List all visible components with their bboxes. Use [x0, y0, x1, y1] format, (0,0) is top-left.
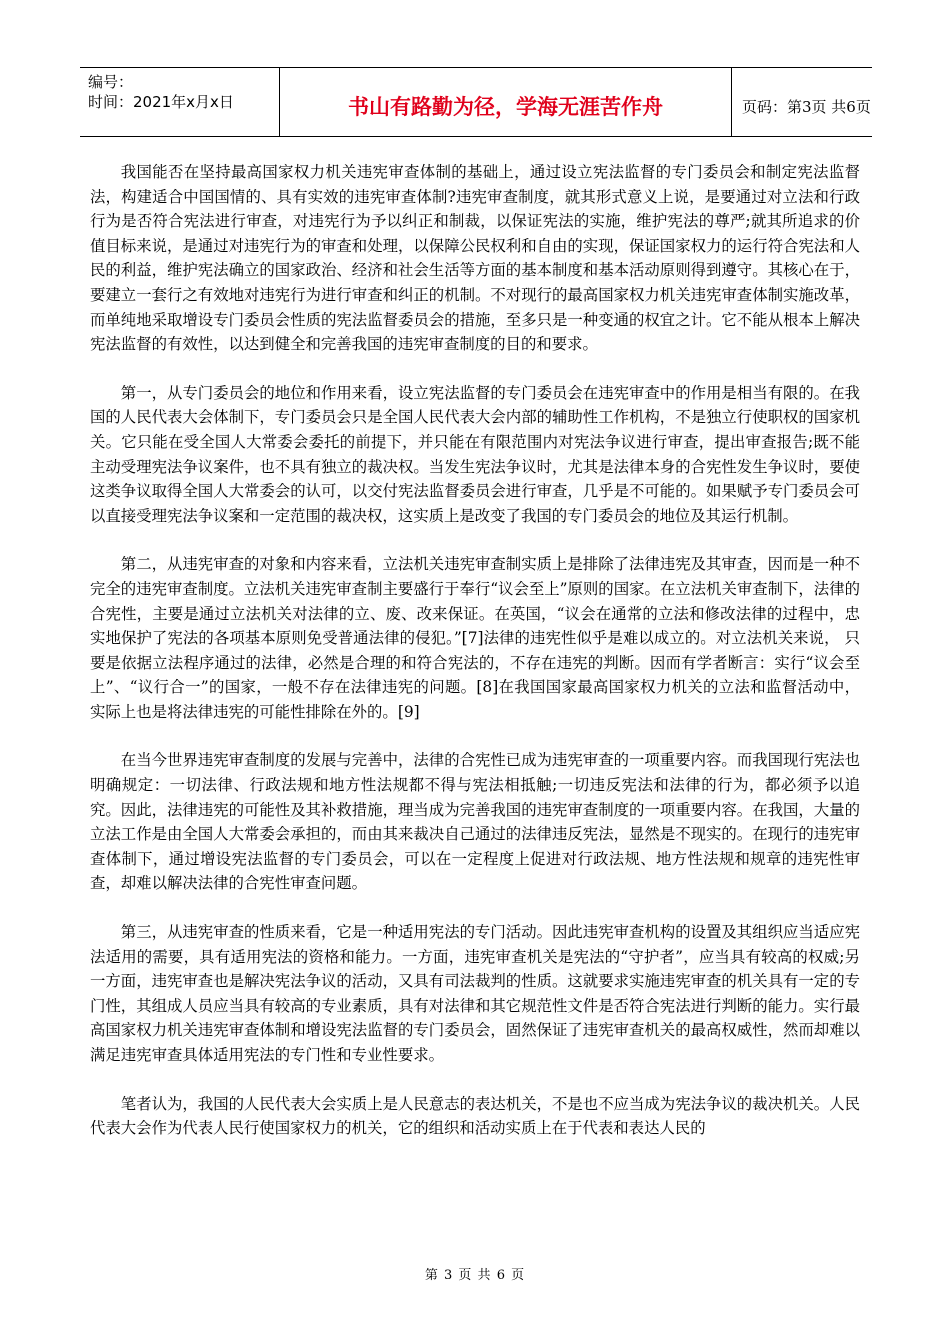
- header-motto-cell: [280, 68, 732, 136]
- page-header: [80, 67, 872, 137]
- page-footer: 第 3 页 共 6 页: [424, 1268, 526, 1283]
- body-paragraph: 第二，从违宪审查的对象和内容来看，立法机关违宪审查制实质上是排除了法律违宪及其审查，因而是一种不完全的违宪审查制度。立法机关违宪审查制主要盛行于奉行“议会至上”原则的国家。在立法机关审查制下，法律的合宪性，主要是通过立法机关对法律的立、废、改来保证。在英国，“议会在通常的立法和修改法律的过程中，忠实地保护了宪法的各项基本原则免受普通法律的侵犯。”[7]法律的违宪性似乎是难以成立的。对立法机关来说， 只要是依据立法程序通过的法律，必然是合理的和符合宪法的，不存在违宪的判断。因而有学者断言：实行“议会至上”、“议行合一”的国家，一般不存在法律违宪的问题。[8]在我国国家最高国家权力机关的立法和监督活动中， 实际上也是将法律违宪的可能性排除在外的。[9]: [90, 555, 860, 721]
- body-paragraph: 第三，从违宪审查的性质来看，它是一种适用宪法的专门活动。因此违宪审查机构的设置及其组织应当适应宪法适用的需要，具有适用宪法的资格和能力。一方面，违宪审查机关是宪法的“守护者”，应当具有较高的权威;另一方面，违宪审查也是解决宪法争议的活动，又具有司法裁判的性质。这就要求实施违宪审查的机关具有一定的专门性，其组成人员应当具有较高的专业素质，具有对法律和其它规范性文件是否符合宪法进行判断的能力。实行最高国家权力机关违宪审查体制和增设宪法监督的专门委员会，固然保证了违宪审查机关的最高权威性，然而却难以满足违宪审查具体适用宪法的专门性和专业性要求。: [90, 923, 860, 1064]
- body-paragraph: 第一，从专门委员会的地位和作用来看，设立宪法监督的专门委员会在违宪审查中的作用是相当有限的。在我国的人民代表大会体制下，专门委员会只是全国人民代表大会内部的辅助性工作机构，不是独立行使职权的国家机关。它只能在受全国人大常委会委托的前提下，并只能在有限范围内对宪法争议进行审查，提出审查报告;既不能主动受理宪法争议案件，也不具有独立的裁决权。当发生宪法争议时，尤其是法律本身的合宪性发生争议时，要使这类争议取得全国人大常委会的认可，以交付宪法监督委员会进行审查，几乎是不可能的。如果赋予专门委员会可以直接受理宪法争议案和一定范围的裁决权，这实质上是改变了我国的专门委员会的地位及其运行机制。: [90, 383, 860, 525]
- header-motto: 书山有路勤为径，学海无涯苦作舟: [348, 95, 663, 119]
- document-time-label: 时间：2021年x月x日: [88, 93, 234, 111]
- header-meta: [80, 68, 280, 136]
- document-body: [90, 160, 860, 1165]
- header-page-number: 页码：第3页 共6页: [742, 97, 871, 116]
- body-paragraph: 我国能否在坚持最高国家权力机关违宪审查体制的基础上，通过设立宪法监督的专门委员会和制定宪法监督法，构建适合中国国情的、具有实效的违宪审查体制?违宪审查制度，就其形式意义上说，是要通过对立法和行政行为是否符合宪法进行审查，对违宪行为予以纠正和制裁，以保证宪法的实施，维护宪法的尊严;就其所追求的价值目标来说，是通过对违宪行为的审查和处理，以保障公民权利和自由的实现，保证国家权力的运行符合宪法和人民的利益，维护宪法确立的国家政治、经济和社会生活等方面的基本制度和基本活动原则得到遵守。其核心在于，要建立一套行之有效地对违宪行为进行审查和纠正的机制。不对现行的最高国家权力机关违宪审查体制实施改革，而单纯地采取增设专门委员会性质的宪法监督委员会的措施，至多只是一种变通的权宜之计。它不能从根本上解决宪法监督的有效性，以达到健全和完善我国的违宪审查制度的目的和要求。: [90, 163, 860, 354]
- body-paragraph: 在当今世界违宪审查制度的发展与完善中，法律的合宪性已成为违宪审查的一项重要内容。而我国现行宪法也明确规定：一切法律、行政法规和地方性法规都不得与宪法相抵触;一切违反宪法和法律的行为，都必须予以追究。因此，法律违宪的可能性及其补救措施，理当成为完善我国的违宪审查制度的一项重要内容。在我国，大量的立法工作是由全国人大常委会承担的，而由其来裁决自己通过的法律违反宪法，显然是不现实的。在现行的违宪审查体制下，通过增设宪法监督的专门委员会，可以在一定程度上促进对行政法规、地方性法规和规章的违宪性审查，却难以解决法律的合宪性审查问题。: [90, 751, 860, 893]
- header-page-cell: [732, 68, 872, 136]
- body-paragraph: 笔者认为，我国的人民代表大会实质上是人民意志的表达机关，不是也不应当成为宪法争议的裁决机关。人民代表大会作为代表人民行使国家权力的机关，它的组织和活动实质上在于代表和表达人民的: [90, 1094, 860, 1138]
- document-number-label: 编号：: [88, 73, 134, 91]
